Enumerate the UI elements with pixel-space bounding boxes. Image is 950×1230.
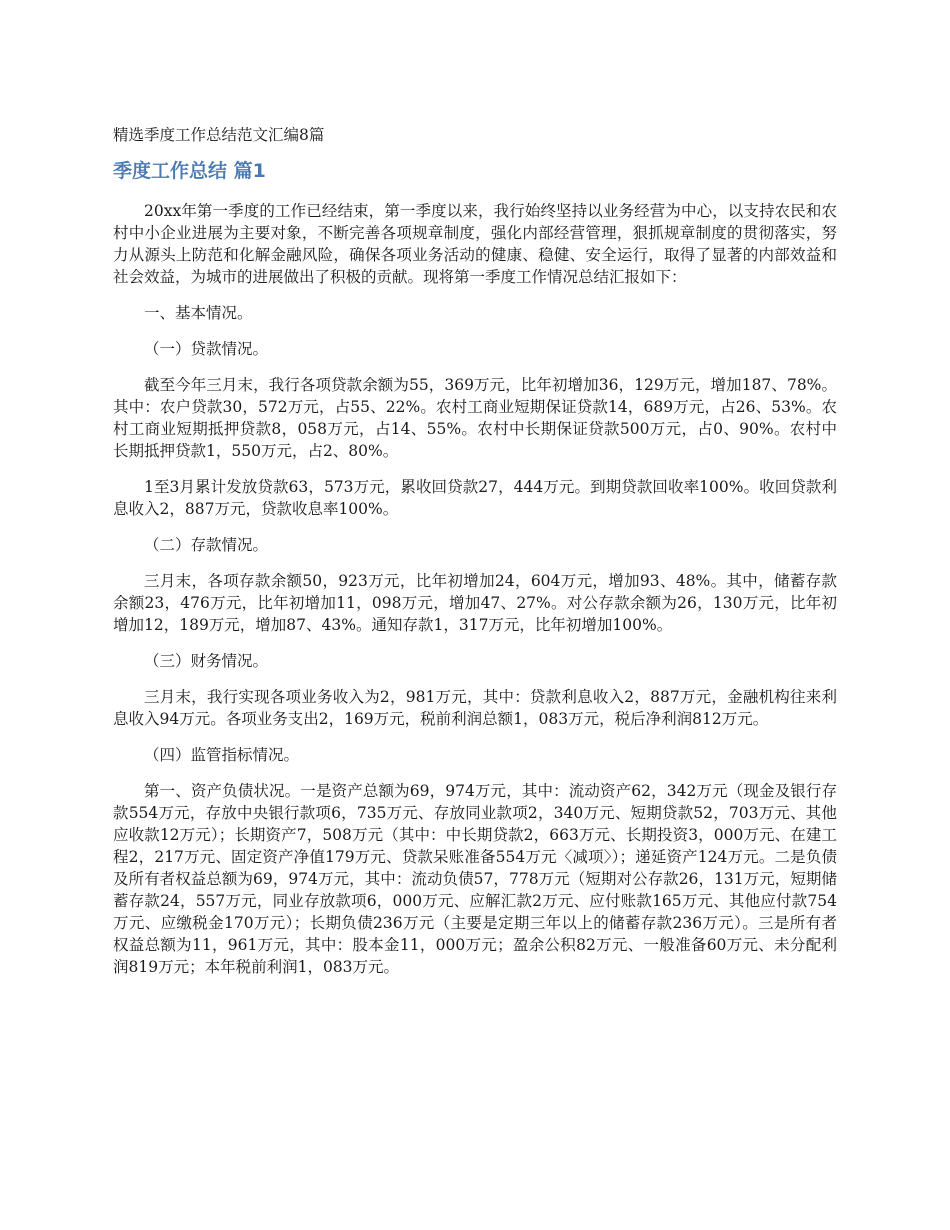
document-page bbox=[113, 124, 837, 992]
loan-subheading: （一）贷款情况。 bbox=[144, 340, 269, 358]
finance-subheading: （三）财务情况。 bbox=[144, 652, 269, 670]
finance-paragraph: 三月末，我行实现各项业务收入为2，981万元，其中：贷款利息收入2，887万元，金融机构往来利息收入94万元。各项业务支出2，169万元，税前利润总额1，083万元，税后净利润812万元。 bbox=[113, 688, 837, 728]
basic-situation-heading: 一、基本情况。 bbox=[144, 304, 253, 322]
loan-issuance-paragraph: 1至3月累计发放贷款63，573万元，累收回贷款27，444万元。到期贷款回收率100%。收回贷款利息收入2，887万元，贷款收息率100%。 bbox=[113, 478, 837, 518]
section-heading: 季度工作总结 篇1 bbox=[113, 160, 266, 182]
deposit-subheading: （二）存款情况。 bbox=[144, 536, 269, 554]
deposit-paragraph: 三月末，各项存款余额50，923万元，比年初增加24，604万元，增加93、48%。其中，储蓄存款余额23，476万元，比年初增加11，098万元，增加47、27%。对公存款余额为26，130万元，比年初增加12，189万元，增加87、43%。通知存款1，317万元，比年初增加100%。 bbox=[113, 572, 837, 634]
document-title: 精选季度工作总结范文汇编8篇 bbox=[113, 126, 325, 144]
intro-paragraph: 20xx年第一季度的工作已经结束，第一季度以来，我行始终坚持以业务经营为中心，以支持农民和农村中小企业进展为主要对象，不断完善各项规章制度，强化内部经营管理，狠抓规章制度的贯彻落实，努力从源头上防范和化解金融风险，确保各项业务活动的健康、稳健、安全运行，取得了显著的内部效益和社会效益，为城市的进展做出了积极的贡献。现将第一季度工作情况总结汇报如下： bbox=[113, 202, 837, 286]
loan-balance-paragraph: 截至今年三月末，我行各项贷款余额为55，369万元，比年初增加36，129万元，增加187、78%。其中：农户贷款30，572万元，占55、22%。农村工商业短期保证贷款14，689万元，占26、53%。农村工商业短期抵押贷款8，058万元，占14、55%。农村中长期保证贷款500万元，占0、90%。农村中长期抵押贷款1，550万元，占2、80%。 bbox=[113, 376, 837, 460]
balance-sheet-paragraph: 第一、资产负债状况。一是资产总额为69，974万元，其中：流动资产62，342万元（现金及银行存款554万元，存放中央银行款项6，735万元、存放同业款项2，340万元、短期贷款52，703万元、其他应收款12万元）；长期资产7，508万元（其中：中长期贷款2，663万元、长期投资3，000万元、在建工程2，217万元、固定资产净值179万元、贷款呆账准备554万元〈减项〉）；递延资产124万元。二是负债及所有者权益总额为69，974万元，其中：流动负债57，778万元（短期对公存款26，131万元，短期储蓄存款24，557万元，同业存放款项6，000万元、应解汇款2万元、应付账款165万元、其他应付款754万元、应缴税金170万元）；长期负债236万元（主要是定期三年以上的储蓄存款236万元）。三是所有者权益总额为11，961万元，其中：股本金11，000万元；盈余公积82万元、一般准备60万元、未分配利润819万元；本年税前利润1，083万元。 bbox=[113, 782, 837, 976]
regulatory-subheading: （四）监管指标情况。 bbox=[144, 746, 300, 764]
